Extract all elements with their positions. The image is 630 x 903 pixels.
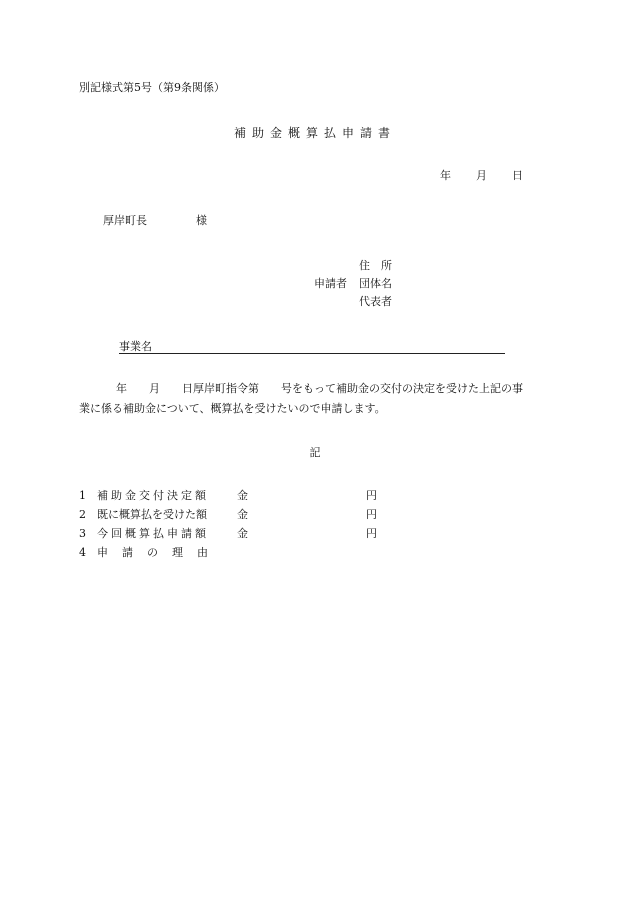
item-3-unit: 円 — [366, 527, 377, 540]
body-text-line-2: 業に係る補助金について、概算払を受けたいので申請します。 — [79, 402, 386, 415]
applicant-organization-label: 団体名 — [359, 277, 392, 290]
addressee-name: 厚岸町長 — [103, 214, 147, 227]
document-title: 補助金概算払申請書 — [233, 126, 396, 140]
item-3-number: 3 — [79, 527, 86, 540]
item-2-label: 既に概算払を受けた額 — [97, 508, 207, 521]
item-2-number: 2 — [79, 508, 86, 521]
item-1-unit: 円 — [366, 489, 377, 502]
item-3-currency-prefix: 金 — [237, 527, 248, 540]
form-number: 別記様式第5号（第9条関係） — [79, 81, 225, 94]
item-1-number: 1 — [79, 489, 86, 502]
item-1-currency-prefix: 金 — [237, 489, 248, 502]
addressee-honorific: 様 — [196, 214, 207, 227]
date-day-label: 日 — [512, 169, 523, 182]
ki-heading: 記 — [309, 446, 321, 459]
project-name-underline — [119, 353, 505, 354]
body-text-line-1: 年 月 日厚岸町指令第 号をもって補助金の交付の決定を受けた上記の事 — [116, 382, 523, 395]
applicant-representative-label: 代表者 — [359, 295, 392, 308]
item-4-number: 4 — [79, 546, 86, 559]
item-3-label: 今回概算払申請額 — [97, 527, 209, 540]
applicant-address-label: 住 所 — [359, 259, 392, 272]
date-month-label: 月 — [476, 169, 487, 182]
date-line — [440, 170, 523, 181]
project-name-label: 事業名 — [119, 340, 152, 353]
item-4-label: 申請の理由 — [97, 546, 222, 559]
item-1-label: 補助金交付決定額 — [97, 489, 209, 502]
item-2-currency-prefix: 金 — [237, 508, 248, 521]
item-2-unit: 円 — [366, 508, 377, 521]
applicant-label: 申請者 — [314, 277, 347, 290]
date-year-label: 年 — [440, 169, 451, 182]
